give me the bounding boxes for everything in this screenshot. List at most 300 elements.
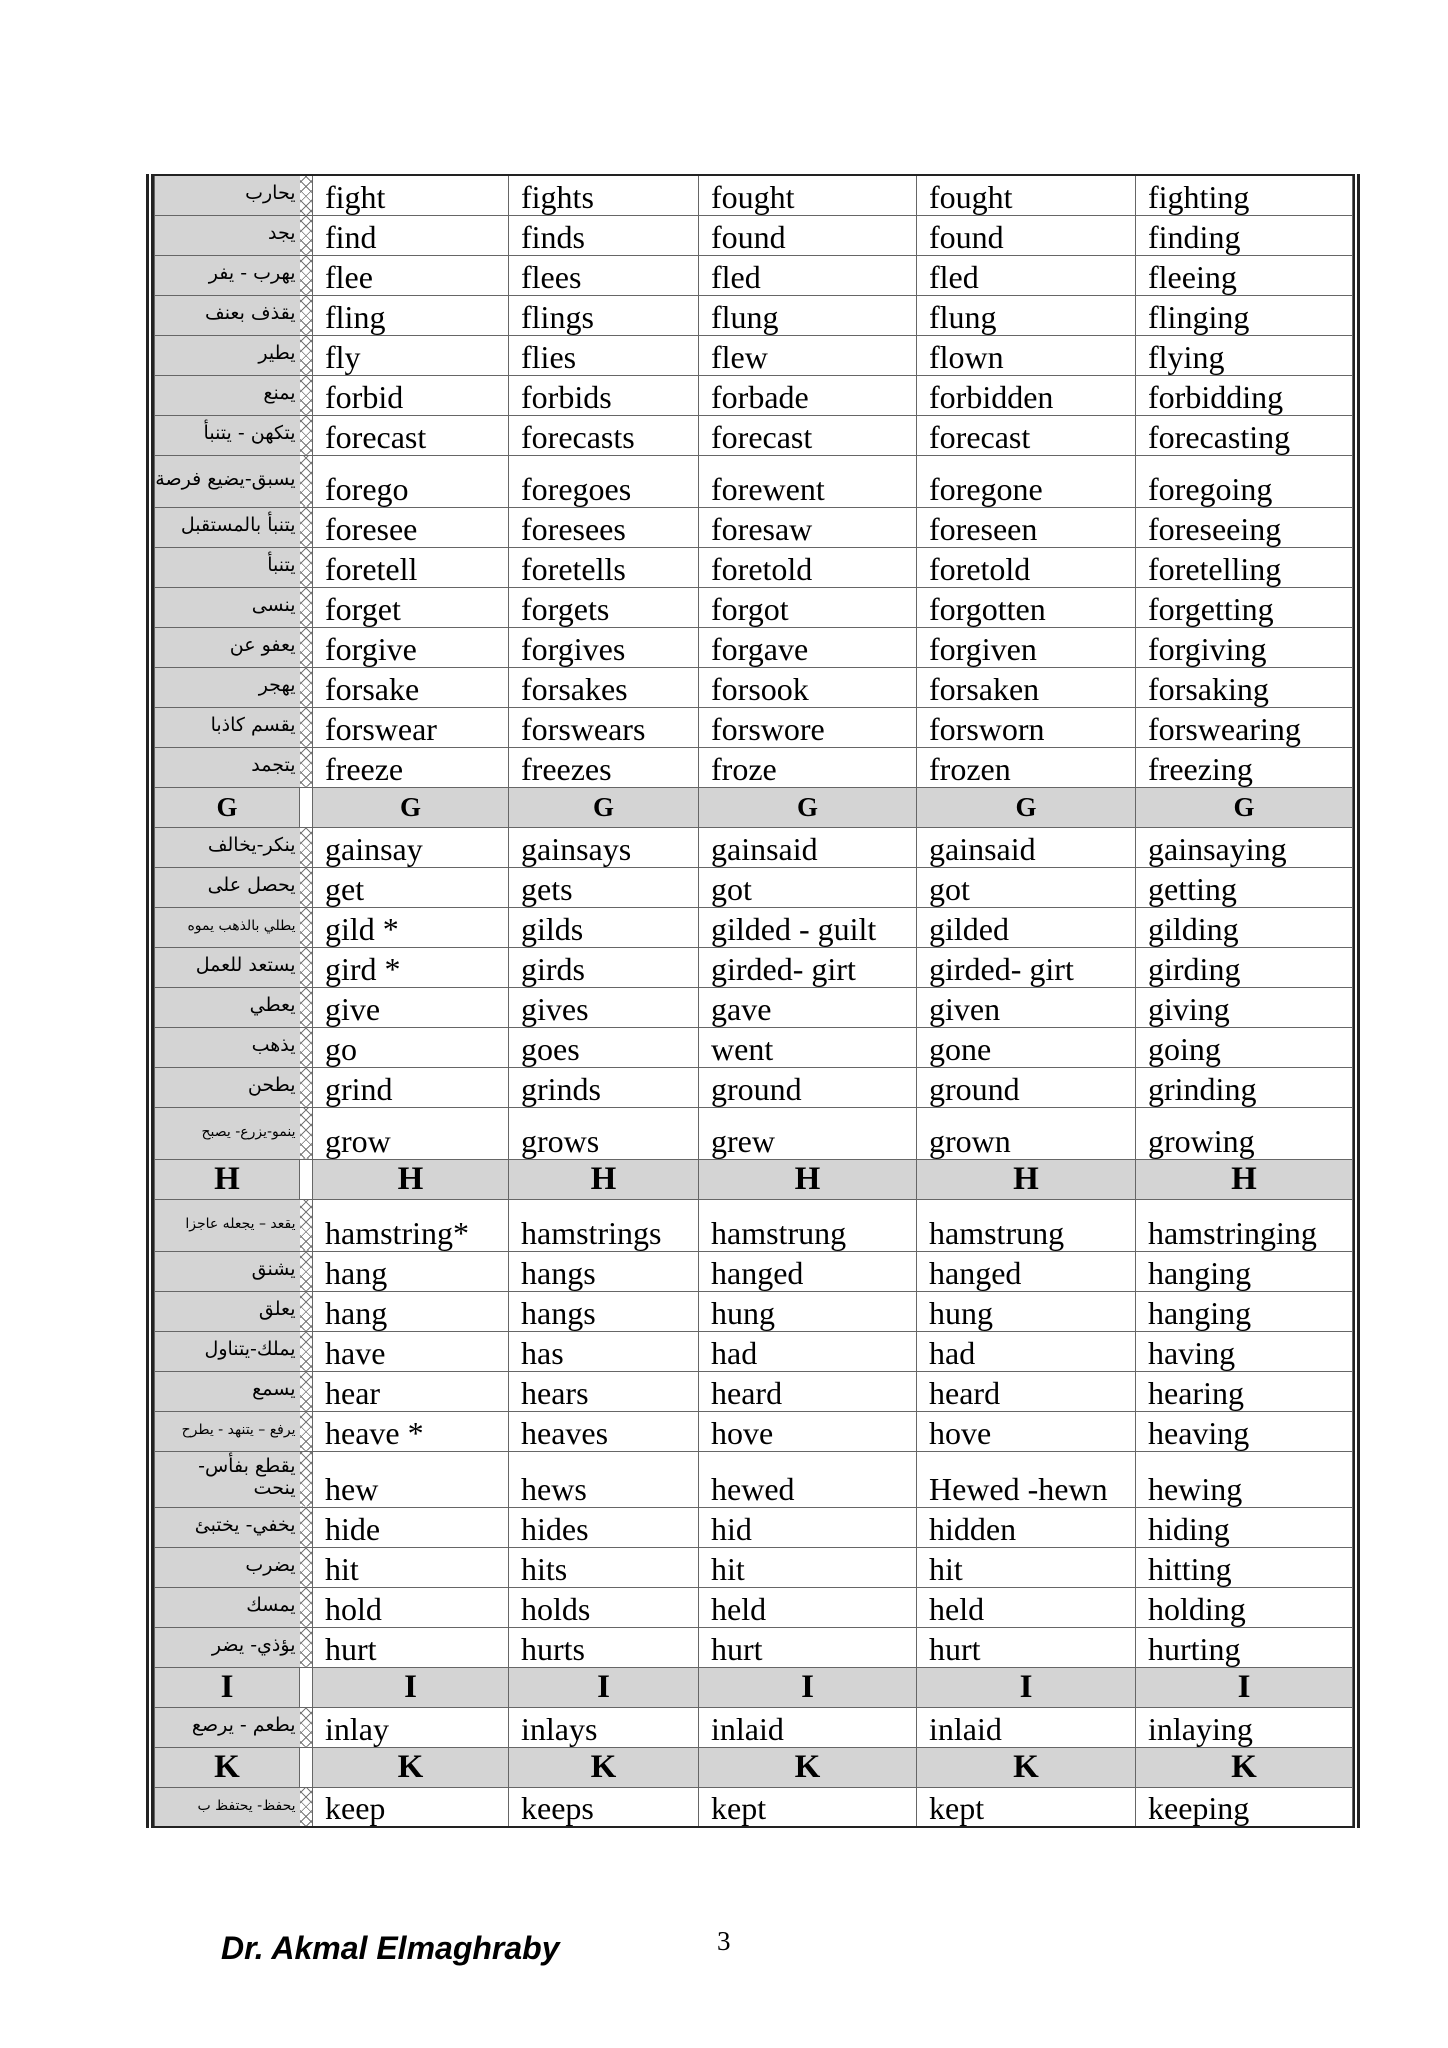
past-form-cell: ground (699, 1067, 917, 1107)
base-form-cell: hurt (313, 1627, 509, 1667)
base-form-cell: forego (313, 455, 509, 507)
past-participle-cell: hit (917, 1547, 1136, 1587)
verb-row (155, 747, 1353, 787)
s-form-cell: girds (509, 947, 699, 987)
pattern-divider (300, 787, 313, 827)
ing-form-cell: forgiving (1136, 627, 1353, 667)
ing-form-cell: hewing (1136, 1451, 1353, 1507)
arabic-meaning-cell: يضرب (155, 1547, 300, 1587)
section-letter-cell: H (313, 1159, 509, 1199)
base-form-cell: hamstring* (313, 1199, 509, 1251)
s-form-cell: grinds (509, 1067, 699, 1107)
past-participle-cell: gilded (917, 907, 1136, 947)
verb-row (155, 987, 1353, 1027)
section-letter-cell: G (509, 787, 699, 827)
verb-row (155, 547, 1353, 587)
section-letter-cell: H (917, 1159, 1136, 1199)
arabic-meaning-cell: يطير (155, 335, 300, 375)
verb-row (155, 215, 1353, 255)
past-form-cell: got (699, 867, 917, 907)
s-form-cell: keeps (509, 1787, 699, 1827)
past-participle-cell: forgiven (917, 627, 1136, 667)
base-form-cell: hold (313, 1587, 509, 1627)
verb-row (155, 455, 1353, 507)
arabic-meaning-cell: يذهب (155, 1027, 300, 1067)
arabic-meaning-cell: يعطي (155, 987, 300, 1027)
verb-row (155, 375, 1353, 415)
ing-form-cell: forswearing (1136, 707, 1353, 747)
past-form-cell: gave (699, 987, 917, 1027)
past-participle-cell: gainsaid (917, 827, 1136, 867)
irregular-verbs-table (154, 174, 1353, 1828)
past-participle-cell: forecast (917, 415, 1136, 455)
verb-row (155, 1291, 1353, 1331)
base-form-cell: gird * (313, 947, 509, 987)
s-form-cell: fights (509, 175, 699, 215)
verb-row (155, 1451, 1353, 1507)
s-form-cell: foretells (509, 547, 699, 587)
past-form-cell: hamstrung (699, 1199, 917, 1251)
pattern-divider (300, 1291, 313, 1331)
ing-form-cell: foreseeing (1136, 507, 1353, 547)
base-form-cell: hang (313, 1291, 509, 1331)
base-form-cell: go (313, 1027, 509, 1067)
section-letter-cell: H (509, 1159, 699, 1199)
ing-form-cell: flying (1136, 335, 1353, 375)
s-form-cell: grows (509, 1107, 699, 1159)
past-participle-cell: hanged (917, 1251, 1136, 1291)
past-form-cell: held (699, 1587, 917, 1627)
past-participle-cell: foreseen (917, 507, 1136, 547)
section-letter-cell: I (699, 1667, 917, 1707)
verb-row (155, 707, 1353, 747)
section-letter-cell: K (917, 1747, 1136, 1787)
s-form-cell: flies (509, 335, 699, 375)
ing-form-cell: getting (1136, 867, 1353, 907)
ing-form-cell: hanging (1136, 1251, 1353, 1291)
section-letter-cell: K (313, 1747, 509, 1787)
past-form-cell: girded- girt (699, 947, 917, 987)
ing-form-cell: fleeing (1136, 255, 1353, 295)
base-form-cell: find (313, 215, 509, 255)
base-form-cell: forecast (313, 415, 509, 455)
s-form-cell: holds (509, 1587, 699, 1627)
arabic-meaning-cell: يحارب (155, 175, 300, 215)
pattern-divider (300, 295, 313, 335)
verb-row (155, 415, 1353, 455)
arabic-meaning-cell: يؤذي- يضر (155, 1627, 300, 1667)
s-form-cell: foregoes (509, 455, 699, 507)
s-form-cell: forswears (509, 707, 699, 747)
arabic-meaning-cell: يعلق (155, 1291, 300, 1331)
verb-row (155, 1027, 1353, 1067)
s-form-cell: forbids (509, 375, 699, 415)
base-form-cell: get (313, 867, 509, 907)
verb-row (155, 335, 1353, 375)
arabic-meaning-cell: يسبق-يضيع فرصة (155, 455, 300, 507)
s-form-cell: finds (509, 215, 699, 255)
past-form-cell: heard (699, 1371, 917, 1411)
past-form-cell: kept (699, 1787, 917, 1827)
arabic-meaning-cell: ينمو-يزرع- يصبح (155, 1107, 300, 1159)
pattern-divider (300, 1667, 313, 1707)
base-form-cell: give (313, 987, 509, 1027)
section-letter-cell: K (155, 1747, 300, 1787)
arabic-meaning-cell: يهرب - يفر (155, 255, 300, 295)
verb-row (155, 1371, 1353, 1411)
s-form-cell: inlays (509, 1707, 699, 1747)
ing-form-cell: inlaying (1136, 1707, 1353, 1747)
past-form-cell: forsook (699, 667, 917, 707)
base-form-cell: foretell (313, 547, 509, 587)
section-letter-cell: G (155, 787, 300, 827)
verb-row (155, 587, 1353, 627)
past-participle-cell: forsaken (917, 667, 1136, 707)
past-participle-cell: forsworn (917, 707, 1136, 747)
base-form-cell: gild * (313, 907, 509, 947)
past-form-cell: hit (699, 1547, 917, 1587)
s-form-cell: forgives (509, 627, 699, 667)
verb-row (155, 175, 1353, 215)
section-letter-row (155, 1667, 1353, 1707)
verb-row (155, 1251, 1353, 1291)
s-form-cell: flings (509, 295, 699, 335)
s-form-cell: gainsays (509, 827, 699, 867)
arabic-meaning-cell: يقسم كاذبا (155, 707, 300, 747)
ing-form-cell: hiding (1136, 1507, 1353, 1547)
past-form-cell: hid (699, 1507, 917, 1547)
verb-row (155, 627, 1353, 667)
past-form-cell: foretold (699, 547, 917, 587)
past-form-cell: forewent (699, 455, 917, 507)
ing-form-cell: foretelling (1136, 547, 1353, 587)
verb-row (155, 255, 1353, 295)
past-participle-cell: forgotten (917, 587, 1136, 627)
past-form-cell: hung (699, 1291, 917, 1331)
section-letter-cell: I (313, 1667, 509, 1707)
pattern-divider (300, 1747, 313, 1787)
past-participle-cell: grown (917, 1107, 1136, 1159)
pattern-divider (300, 947, 313, 987)
pattern-divider (300, 867, 313, 907)
arabic-meaning-cell: يعفو عن (155, 627, 300, 667)
past-form-cell: gainsaid (699, 827, 917, 867)
pattern-divider (300, 1331, 313, 1371)
s-form-cell: forgets (509, 587, 699, 627)
past-participle-cell: given (917, 987, 1136, 1027)
arabic-meaning-cell: يهجر (155, 667, 300, 707)
past-form-cell: forbade (699, 375, 917, 415)
past-form-cell: forgot (699, 587, 917, 627)
section-letter-cell: H (1136, 1159, 1353, 1199)
verb-row (155, 1107, 1353, 1159)
arabic-meaning-cell: يقذف بعنف (155, 295, 300, 335)
base-form-cell: have (313, 1331, 509, 1371)
pattern-divider (300, 987, 313, 1027)
past-participle-cell: gone (917, 1027, 1136, 1067)
pattern-divider (300, 1371, 313, 1411)
verb-row (155, 295, 1353, 335)
past-participle-cell: hurt (917, 1627, 1136, 1667)
base-form-cell: forgive (313, 627, 509, 667)
past-participle-cell: hidden (917, 1507, 1136, 1547)
pattern-divider (300, 175, 313, 215)
base-form-cell: fling (313, 295, 509, 335)
s-form-cell: has (509, 1331, 699, 1371)
pattern-divider (300, 587, 313, 627)
section-letter-cell: I (155, 1667, 300, 1707)
pattern-divider (300, 375, 313, 415)
section-letter-cell: G (917, 787, 1136, 827)
pattern-divider (300, 1159, 313, 1199)
ing-form-cell: flinging (1136, 295, 1353, 335)
s-form-cell: forecasts (509, 415, 699, 455)
arabic-meaning-cell: يجد (155, 215, 300, 255)
base-form-cell: inlay (313, 1707, 509, 1747)
ing-form-cell: having (1136, 1331, 1353, 1371)
past-form-cell: fought (699, 175, 917, 215)
past-participle-cell: hamstrung (917, 1199, 1136, 1251)
past-participle-cell: flung (917, 295, 1136, 335)
past-participle-cell: held (917, 1587, 1136, 1627)
pattern-divider (300, 747, 313, 787)
section-letter-row (155, 1747, 1353, 1787)
pattern-divider (300, 707, 313, 747)
pattern-divider (300, 1451, 313, 1507)
past-form-cell: forecast (699, 415, 917, 455)
past-form-cell: hanged (699, 1251, 917, 1291)
verb-row (155, 667, 1353, 707)
ing-form-cell: forsaking (1136, 667, 1353, 707)
past-form-cell: hove (699, 1411, 917, 1451)
ing-form-cell: hitting (1136, 1547, 1353, 1587)
ing-form-cell: hearing (1136, 1371, 1353, 1411)
pattern-divider (300, 1787, 313, 1827)
past-form-cell: fled (699, 255, 917, 295)
base-form-cell: fight (313, 175, 509, 215)
s-form-cell: hangs (509, 1251, 699, 1291)
s-form-cell: foresees (509, 507, 699, 547)
pattern-divider (300, 335, 313, 375)
past-participle-cell: flown (917, 335, 1136, 375)
ing-form-cell: foregoing (1136, 455, 1353, 507)
base-form-cell: grow (313, 1107, 509, 1159)
verb-row (155, 827, 1353, 867)
verb-row (155, 1411, 1353, 1451)
ing-form-cell: hurting (1136, 1627, 1353, 1667)
base-form-cell: forsake (313, 667, 509, 707)
ing-form-cell: grinding (1136, 1067, 1353, 1107)
base-form-cell: flee (313, 255, 509, 295)
past-form-cell: went (699, 1027, 917, 1067)
ing-form-cell: forbidding (1136, 375, 1353, 415)
past-form-cell: flung (699, 295, 917, 335)
ing-form-cell: girding (1136, 947, 1353, 987)
base-form-cell: fly (313, 335, 509, 375)
arabic-meaning-cell: ينسى (155, 587, 300, 627)
pattern-divider (300, 627, 313, 667)
past-participle-cell: heard (917, 1371, 1136, 1411)
verb-row (155, 1547, 1353, 1587)
pattern-divider (300, 1411, 313, 1451)
arabic-meaning-cell: يرفع – يتنهد - يطرح (155, 1411, 300, 1451)
verb-table-frame (146, 174, 1360, 1828)
base-form-cell: hit (313, 1547, 509, 1587)
pattern-divider (300, 1199, 313, 1251)
past-participle-cell: had (917, 1331, 1136, 1371)
ing-form-cell: hanging (1136, 1291, 1353, 1331)
s-form-cell: hews (509, 1451, 699, 1507)
s-form-cell: gives (509, 987, 699, 1027)
verb-row (155, 1507, 1353, 1547)
arabic-meaning-cell: يتنبأ (155, 547, 300, 587)
base-form-cell: forbid (313, 375, 509, 415)
arabic-meaning-cell: يتكهن - يتنبأ (155, 415, 300, 455)
ing-form-cell: holding (1136, 1587, 1353, 1627)
arabic-meaning-cell: يحفظ- يحتفظ ب (155, 1787, 300, 1827)
s-form-cell: hides (509, 1507, 699, 1547)
verb-row (155, 1787, 1353, 1827)
pattern-divider (300, 667, 313, 707)
arabic-meaning-cell: يقعد – يجعله عاجزا (155, 1199, 300, 1251)
base-form-cell: gainsay (313, 827, 509, 867)
verb-row (155, 1331, 1353, 1371)
s-form-cell: hurts (509, 1627, 699, 1667)
section-letter-row (155, 787, 1353, 827)
past-participle-cell: got (917, 867, 1136, 907)
arabic-meaning-cell: يشنق (155, 1251, 300, 1291)
pattern-divider (300, 255, 313, 295)
s-form-cell: flees (509, 255, 699, 295)
past-participle-cell: forbidden (917, 375, 1136, 415)
base-form-cell: heave * (313, 1411, 509, 1451)
ing-form-cell: giving (1136, 987, 1353, 1027)
past-participle-cell: kept (917, 1787, 1136, 1827)
pattern-divider (300, 1627, 313, 1667)
s-form-cell: goes (509, 1027, 699, 1067)
arabic-meaning-cell: ينكر-يخالف (155, 827, 300, 867)
pattern-divider (300, 1251, 313, 1291)
arabic-meaning-cell: يستعد للعمل (155, 947, 300, 987)
verb-row (155, 1199, 1353, 1251)
arabic-meaning-cell: يخفي- يختبئ (155, 1507, 300, 1547)
past-participle-cell: fled (917, 255, 1136, 295)
ing-form-cell: growing (1136, 1107, 1353, 1159)
past-form-cell: hurt (699, 1627, 917, 1667)
pattern-divider (300, 1587, 313, 1627)
pattern-divider (300, 1507, 313, 1547)
verb-row (155, 907, 1353, 947)
verb-row (155, 1067, 1353, 1107)
past-form-cell: inlaid (699, 1707, 917, 1747)
s-form-cell: forsakes (509, 667, 699, 707)
base-form-cell: hew (313, 1451, 509, 1507)
arabic-meaning-cell: يطعم - يرصع (155, 1707, 300, 1747)
arabic-meaning-cell: يمسك (155, 1587, 300, 1627)
section-letter-cell: I (1136, 1667, 1353, 1707)
s-form-cell: hangs (509, 1291, 699, 1331)
past-form-cell: foresaw (699, 507, 917, 547)
past-form-cell: flew (699, 335, 917, 375)
s-form-cell: heaves (509, 1411, 699, 1451)
s-form-cell: hamstrings (509, 1199, 699, 1251)
ing-form-cell: going (1136, 1027, 1353, 1067)
past-participle-cell: Hewed -hewn (917, 1451, 1136, 1507)
past-form-cell: froze (699, 747, 917, 787)
past-participle-cell: hung (917, 1291, 1136, 1331)
past-participle-cell: girded- girt (917, 947, 1136, 987)
pattern-divider (300, 1707, 313, 1747)
verb-row (155, 947, 1353, 987)
base-form-cell: grind (313, 1067, 509, 1107)
past-participle-cell: foretold (917, 547, 1136, 587)
ing-form-cell: hamstringing (1136, 1199, 1353, 1251)
pattern-divider (300, 1027, 313, 1067)
past-form-cell: gilded - guilt (699, 907, 917, 947)
ing-form-cell: fighting (1136, 175, 1353, 215)
pattern-divider (300, 827, 313, 867)
ing-form-cell: gilding (1136, 907, 1353, 947)
section-letter-cell: H (155, 1159, 300, 1199)
s-form-cell: gets (509, 867, 699, 907)
arabic-meaning-cell: يملك-يتناول (155, 1331, 300, 1371)
base-form-cell: hear (313, 1371, 509, 1411)
section-letter-cell: G (313, 787, 509, 827)
arabic-meaning-cell: يمنع (155, 375, 300, 415)
verb-row (155, 867, 1353, 907)
verb-row (155, 507, 1353, 547)
section-letter-cell: K (1136, 1747, 1353, 1787)
section-letter-row (155, 1159, 1353, 1199)
past-form-cell: hewed (699, 1451, 917, 1507)
past-participle-cell: foregone (917, 455, 1136, 507)
pattern-divider (300, 907, 313, 947)
past-form-cell: found (699, 215, 917, 255)
past-form-cell: had (699, 1331, 917, 1371)
arabic-meaning-cell: يحصل على (155, 867, 300, 907)
section-letter-cell: H (699, 1159, 917, 1199)
base-form-cell: forswear (313, 707, 509, 747)
pattern-divider (300, 215, 313, 255)
section-letter-cell: I (509, 1667, 699, 1707)
ing-form-cell: gainsaying (1136, 827, 1353, 867)
past-form-cell: forgave (699, 627, 917, 667)
past-participle-cell: fought (917, 175, 1136, 215)
past-participle-cell: ground (917, 1067, 1136, 1107)
verb-row (155, 1707, 1353, 1747)
base-form-cell: keep (313, 1787, 509, 1827)
base-form-cell: foresee (313, 507, 509, 547)
past-participle-cell: inlaid (917, 1707, 1136, 1747)
arabic-meaning-cell: يتجمد (155, 747, 300, 787)
section-letter-cell: G (699, 787, 917, 827)
past-participle-cell: hove (917, 1411, 1136, 1451)
section-letter-cell: G (1136, 787, 1353, 827)
arabic-meaning-cell: يطحن (155, 1067, 300, 1107)
ing-form-cell: heaving (1136, 1411, 1353, 1451)
past-participle-cell: found (917, 215, 1136, 255)
past-participle-cell: frozen (917, 747, 1136, 787)
ing-form-cell: keeping (1136, 1787, 1353, 1827)
arabic-meaning-cell: يطلي بالذهب يموه (155, 907, 300, 947)
pattern-divider (300, 455, 313, 507)
arabic-meaning-cell: يقطع بفأس- ينحت (155, 1451, 300, 1507)
ing-form-cell: finding (1136, 215, 1353, 255)
s-form-cell: hits (509, 1547, 699, 1587)
page-number: 3 (717, 1926, 731, 1956)
ing-form-cell: forgetting (1136, 587, 1353, 627)
pattern-divider (300, 1067, 313, 1107)
